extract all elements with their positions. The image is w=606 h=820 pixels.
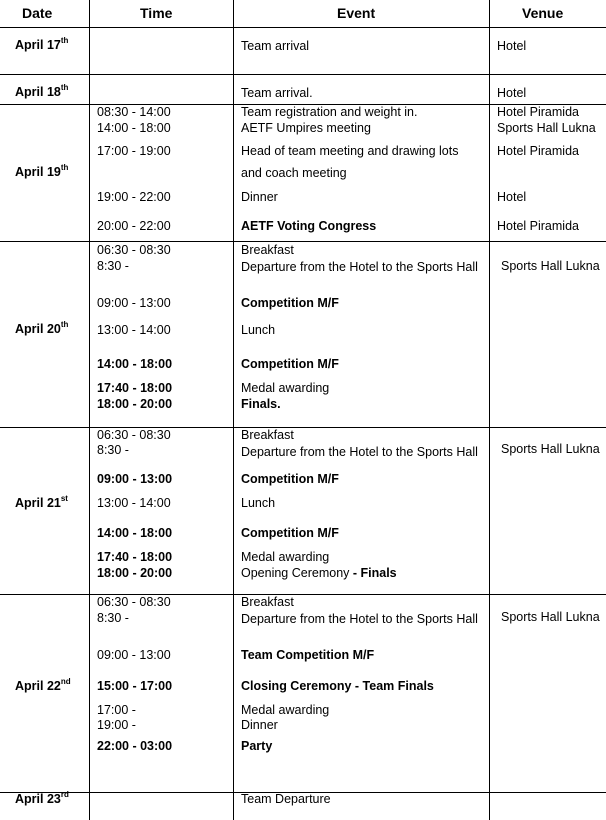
time-cell: 19:00 - [97,718,136,732]
time-cell: 8:30 - [97,611,129,625]
date-cell: April 19th [15,163,69,179]
venue-cell: Sports Hall Lukna [501,259,600,273]
column-divider-venue [489,0,490,820]
date-cell: April 17th [15,36,69,52]
time-cell: 13:00 - 14:00 [97,323,171,337]
column-divider-event [233,0,234,820]
header-date: Date [22,5,53,21]
time-cell: 20:00 - 22:00 [97,219,171,233]
row-divider [0,241,606,242]
time-cell: 09:00 - 13:00 [97,648,171,662]
header-event: Event [337,5,376,21]
time-cell: 06:30 - 08:30 [97,428,171,442]
time-cell: 8:30 - [97,259,129,273]
event-cell-continued: and coach meeting [241,166,347,180]
venue-cell: Hotel [497,39,527,53]
event-cell: Team Competition M/F [241,648,375,662]
event-cell: Departure from the Hotel to the Sports Hall [241,445,478,459]
event-cell: Competition M/F [241,526,339,540]
time-cell: 09:00 - 13:00 [97,472,173,486]
venue-cell: Sports Hall Lukna [497,121,596,135]
time-cell: 17:00 - [97,703,136,717]
event-cell: Departure from the Hotel to the Sports Hall [241,612,478,626]
venue-cell: Sports Hall Lukna [501,442,600,456]
time-cell: 13:00 - 14:00 [97,496,171,510]
time-cell: 15:00 - 17:00 [97,679,173,693]
row-divider [0,427,606,428]
header-venue: Venue [522,5,564,21]
event-cell: Breakfast [241,428,294,442]
time-cell: 14:00 - 18:00 [97,526,173,540]
time-cell: 14:00 - 18:00 [97,121,171,135]
event-cell: Breakfast [241,243,294,257]
event-cell: AETF Umpires meeting [241,121,371,135]
venue-cell: Hotel Piramida [497,144,579,158]
date-cell: April 21st [15,494,68,510]
event-cell: Departure from the Hotel to the Sports Hall [241,260,478,274]
time-cell: 17:40 - 18:00 [97,381,173,395]
event-cell: Medal awarding [241,381,330,395]
time-cell: 18:00 - 20:00 [97,566,173,580]
header-time: Time [140,5,173,21]
event-cell: Head of team meeting and drawing lots [241,144,459,158]
venue-cell: Hotel Piramida [497,105,579,119]
row-divider [0,74,606,75]
row-divider [0,594,606,595]
event-cell: Dinner [241,190,278,204]
time-cell: 19:00 - 22:00 [97,190,171,204]
event-cell: Team Departure [241,792,331,806]
time-cell: 17:00 - 19:00 [97,144,171,158]
time-cell: 08:30 - 14:00 [97,105,171,119]
header-divider [0,27,606,28]
time-cell: 06:30 - 08:30 [97,595,171,609]
event-cell: AETF Voting Congress [241,219,377,233]
time-cell: 06:30 - 08:30 [97,243,171,257]
time-cell: 8:30 - [97,443,129,457]
date-cell: April 23rd [15,790,69,806]
time-cell: 09:00 - 13:00 [97,296,171,310]
event-cell: Competition M/F [241,296,339,310]
venue-cell: Hotel [497,190,527,204]
venue-cell: Hotel Piramida [497,219,579,233]
event-cell: Medal awarding [241,703,330,717]
event-cell: Lunch [241,496,276,510]
event-cell: Medal awarding [241,550,330,564]
venue-cell: Sports Hall Lukna [501,610,600,624]
time-cell: 18:00 - 20:00 [97,397,173,411]
time-cell: 22:00 - 03:00 [97,739,173,753]
event-cell: Dinner [241,718,278,732]
event-cell: Opening Ceremony - Finals [241,566,397,580]
event-cell: Competition M/F [241,357,339,371]
column-divider-time [89,0,90,820]
event-cell: Team registration and weight in. [241,105,418,119]
time-cell: 17:40 - 18:00 [97,550,173,564]
event-cell: Party [241,739,273,753]
date-cell: April 18th [15,83,69,99]
event-cell: Team arrival [241,39,310,53]
time-cell: 14:00 - 18:00 [97,357,173,371]
event-cell: Team arrival. [241,86,313,100]
event-cell: Closing Ceremony - Team Finals [241,679,434,693]
venue-cell: Hotel [497,86,527,100]
event-cell: Finals. [241,397,281,411]
date-cell: April 22nd [15,677,71,693]
event-cell: Breakfast [241,595,294,609]
event-cell: Competition M/F [241,472,339,486]
date-cell: April 20th [15,320,69,336]
event-cell: Lunch [241,323,276,337]
